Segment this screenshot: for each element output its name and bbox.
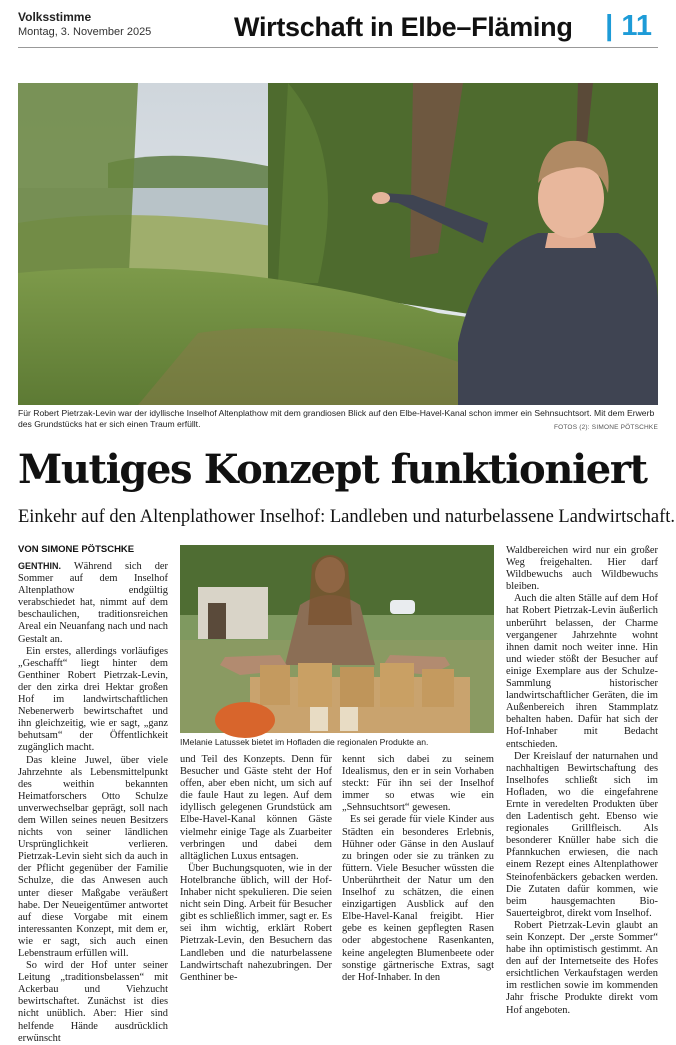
- issue-date: Montag, 3. November 2025: [18, 26, 152, 38]
- article-paragraph: und Teil des Konzepts. Denn für Besucher und Gäste steht der Hof offen, aber eben nicht, um sich auf die faule Haut zu legen. Auf dem idyllisch gelegenen Grundstück am Elbe-Havel-Kanal können Gäste vielmehr einige Tage als Zuarbeiter verbringen und dabei dem alltäglichen Luxus entsagen.: [180, 754, 332, 862]
- article-paragraph: Auch die alten Ställe auf dem Hof hat Robert Pietrzak-Levin äußerlich unberührt belassen, der Charme vergangener Jahrzehnte wohnt ihnen damit noch weiter inne. Hin und wieder stößt der Besucher auf einige Exemplare aus der Schulze-Sammlung historischer landwirtschaftlicher Geräten, die im Außenbereich ihren Stammplatz behalten haben. Dafür hat sich der Hof-Inhaber mit Bedacht entschieden.: [506, 593, 658, 750]
- shop-photo-illustration: [180, 545, 494, 733]
- hero-photo: [18, 83, 658, 405]
- article-paragraph: kennt sich dabei zu seinem Idealismus, den er in sein Vorhaben steckt: Für ihn sei der Inselhof immer so etwas wie ein „Sehnsuchtsort“ gewesen.: [342, 754, 494, 814]
- article-paragraph: Robert Pietrzak-Levin glaubt an sein Konzept. Der „erste Sommer“ habe ihn optimistisch gestimmt. An den auf der Internetseite des Hofes ersichtlichen Verkaufstagen werden im restlichen sowie im kommenden Jahr frische Produkte direkt vom Hof angeboten.: [506, 919, 658, 1016]
- article-column-2: [180, 754, 332, 992]
- photo-credit: FOTOS (2): SIMONE PÖTSCHKE: [553, 424, 658, 431]
- article-paragraph: Es sei gerade für viele Kinder aus Städten ein besonderes Erlebnis, Hühner oder Gänse in den Auslauf zu bringen oder sie zu tränken zu füttern. Viele Besucher wüssten die Unberührtheit der Natur um den Inselhof zu schätzen, die einen einzigartigen Ausblick auf den Elbe-Havel-Kanal freigibt. Hier gebe es keinen gepflegten Rasen oder abgestochene Rasenkanten, keine angelegten Blumenbeete oder sonstige gärtnerische Extras, sagt der Hof-Inhaber. In den: [342, 814, 494, 983]
- article-paragraph: So wird der Hof unter seiner Leitung „traditionsbelassen“ mit Ackerbau und Viehzucht bewirtschaftet. Zunächst ist dies nicht unüblich. Aber: Hier sind helfende Hände ausdrücklich erwünscht: [18, 960, 168, 1044]
- article-paragraph: Der Kreislauf der naturnahen und nachhaltigen Bewirtschaftung des Inselhofes schließt sich im Hofladen, wo die eingefahrene Ernte in veredelten Produkten über den Ladentisch geht. Ebenso wie regionales Grillfleisch. Als besonderer Knüller habe sich die Pfannkuchen erwiesen, die nach einem Rezept eines Altenplathower Steinofenbäckers gebacken werden. Die Zutaten dafür kommen, wie beim hausgemachten Bio-Sauerteigbrot, direkt vom Inselhof.: [506, 750, 658, 919]
- dateline: GENTHIN.: [18, 561, 62, 571]
- article-paragraph: Das kleine Juwel, über viele Jahrzehnte als Lebensmittelpunkt des weithin bekannten Heimatforschers Otto Schulze unverwechselbar geprägt, soll nach dem Willen seines neuen Besitzers nichts von seiner ländlichen Ursprünglichkeit verlieren. Pietrzak-Levin sieht sich da auch in der Pflicht gegenüber der Familie Schulze, die das Anwesen auch unter dieser Maßgabe veräußert habe. Der Neueigentümer antwortet auf diese Vorgabe mit einem interessanten Konzept, mit dem er, wie er sagt, sich auch einen Lebenstraum erfüllen will.: [18, 754, 168, 959]
- article-paragraph: Waldbereichen wird nur ein großer Weg freigehalten. Hier darf Wildbewuchs auch Wildbewuchs bleiben.: [506, 545, 658, 593]
- article-byline: VON SIMONE PÖTSCHKE: [18, 544, 135, 555]
- page-number: | 11: [605, 10, 652, 42]
- hero-caption: Für Robert Pietrzak-Levin war der idyllische Inselhof Altenplathow mit dem grandiosen Blick auf den Elbe-Havel-Kanal schon immer ein Sehnsuchtsort. Mit dem Erwerb des Grundstücks hat er sich einen Traum erfüllt.: [18, 408, 655, 429]
- article-paragraph: Über Buchungsquoten, wie in der Hotelbranche üblich, will der Hof-Inhaber nicht spekulieren. Die seien nicht sein Ding. Arbeit für Besucher gibt es schließlich immer, sagt er. Es sei ihm wichtig, erklärt Robert Pietrzak-Levin, den Besuchern das Landleben und die naturbelassene Landwirtschaft nahezubringen. Der Genthiner be-: [180, 862, 332, 983]
- shop-photo: [180, 545, 494, 733]
- paragraph-text: Während sich der Sommer auf dem Inselhof Altenplathow endgültig verabschiedet hat, nimmt auf dem beschaulichen, traditionsreichen Areal ein Neuanfang nach und nach Gestalt an.: [18, 561, 168, 645]
- article-headline: Mutiges Konzept funktioniert: [18, 446, 647, 493]
- shop-photo-caption: IMelanie Latussek bietet im Hofladen die regionalen Produkte an.: [180, 737, 429, 747]
- article-column-3: [342, 754, 494, 992]
- hero-photo-illustration: [18, 83, 658, 405]
- page-header: [18, 8, 658, 48]
- section-title: Wirtschaft in Elbe–Fläming: [234, 12, 573, 42]
- article-paragraph: [18, 560, 168, 646]
- article-paragraph: Ein erstes, allerdings vorläufiges „Geschafft“ liegt hinter dem Genthiner Robert Pietrzak-Levin, der den zirka drei Hektar großen Hof im landwirtschaftlichen Nebenerwerb bewirtschaftet und ihn gleichzeitig, wie er sagt, „ganz behutsam“ der Öffentlichkeit zugänglich macht.: [18, 645, 168, 754]
- article-subheadline: Einkehr auf den Altenplathower Inselhof: Landleben und naturbelassene Landwirtschaft.: [18, 507, 676, 527]
- article-column-4: [506, 545, 658, 1016]
- article-column-1: [18, 560, 168, 1044]
- newspaper-brand: Volksstimme: [18, 10, 92, 24]
